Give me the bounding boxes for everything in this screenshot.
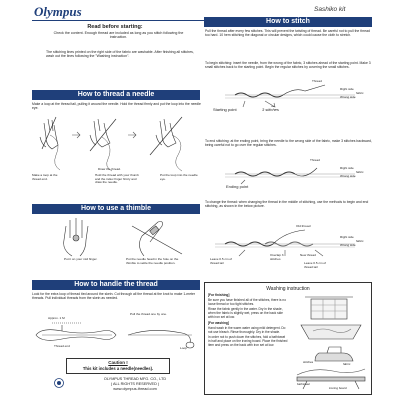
caption-step2: Hold the thread with your thumb and the index finger firmly and draw the needle. — [95, 173, 139, 185]
handle-thread-body: Look for the extra loop of thread tied around the skein. Cut through all the thread at the knot to make 1-meter threads. Pull individual threads from the skein as needed. — [32, 292, 196, 301]
old-thread-label: Old thread — [296, 224, 311, 228]
thimble-caption1: Put it on your mid finger. — [64, 257, 98, 261]
caution-box — [66, 358, 170, 374]
arrow-icon — [72, 132, 80, 138]
needle-icon — [42, 117, 56, 149]
thread-end-label: Thread end — [54, 344, 70, 348]
thimble-caption2: Put the needle head in the hole on the thimble to settle the needle position. — [126, 257, 179, 265]
change-thread: To change the thread: when changing the thread in the middle of stitching, use the methods to begin and end stitching, as shown in the below picture. — [205, 200, 369, 209]
brand-logo: Olympus — [34, 4, 82, 19]
d2-thread-label: Thread — [310, 158, 320, 162]
d2-wrong-side: Wrong side — [340, 174, 356, 178]
thread-needle-header: How to thread a needle — [32, 90, 200, 100]
hand-icon — [156, 119, 176, 147]
thread-needle-intro: Make a loop at the thread tail, pulling it around the needle. Hold the thread firmly and put the loop into the needle eye. — [32, 102, 201, 111]
begin-stitching: To begin stitching: insert the needle, from the wrong of the fabric, 3 stitches ahead of the starting point. Make 3 small stitches back to the starting point. Begin the regular stitches by covering the small stitches. — [205, 61, 371, 70]
d3-right-side: Right side — [340, 235, 354, 239]
open-hand-icon — [64, 218, 88, 256]
thread-needle-illustration — [32, 115, 202, 173]
read-before-body: Check the content. Enough thread are included as long as you stitch following the instruction. — [53, 31, 184, 40]
d1-fabric: fabric — [356, 91, 364, 95]
pinch-hand-icon — [90, 119, 110, 147]
needle-icon — [150, 117, 182, 155]
thread-line — [172, 135, 182, 171]
caption-step3: Put the loop into the needle eye. — [160, 173, 198, 181]
washing-box — [204, 282, 372, 395]
ironing-board-icon — [297, 377, 365, 381]
ironing-board-label: ironing board — [329, 386, 347, 390]
company-name: OLYMPUS THREAD MFG. CO., LTD — [103, 377, 167, 381]
d3-wrong-side: Wrong side — [340, 243, 356, 247]
caution-body: This kit includes a needle(needles). — [82, 365, 154, 371]
company-rights: ( ALL RIGHTS RESERVED ) — [110, 381, 160, 386]
thread-line — [50, 135, 60, 170]
handle-thread-header: How to handle the thread — [32, 280, 200, 290]
starting-point-label: Starting point — [213, 107, 237, 112]
new-thread-label: New thread — [300, 253, 316, 257]
bathtowel-label: bathtowel — [297, 382, 310, 386]
washing-illustration — [293, 291, 369, 391]
caption-step1: Make a loop at the thread end. — [32, 173, 58, 181]
d3-fabric: fabric — [356, 239, 364, 243]
fabric-label: fabric — [343, 362, 351, 366]
approx-label: Approx. 1 M — [48, 316, 65, 320]
overlap-label: Overlap 3 stitches — [270, 253, 284, 261]
iron-icon — [315, 353, 353, 361]
d2-fabric: fabric — [356, 170, 364, 174]
washing-title: [For washing] — [208, 321, 229, 325]
company-logo-icon — [52, 378, 66, 388]
hanging-fabric-icon — [311, 299, 347, 319]
d2-right-side: Right side — [340, 166, 354, 170]
washing-text — [208, 293, 288, 347]
loop-label: Loop — [180, 346, 187, 350]
pull-thread-label: Pull the thread one by one. — [130, 312, 167, 316]
draw-thread-label: Draw the thread. — [98, 167, 121, 171]
stitch-intro: Pull the thread after every few stitches. This will prevent the twisting of thread. Be careful not to pull the thread too hard. 10 hem stitching the diagonal or circular designs, which could cause the cloth to stretch. — [205, 29, 370, 38]
hand-icon — [40, 119, 58, 149]
arrow-icon — [128, 132, 136, 138]
ending-point-label: Ending point — [226, 184, 249, 189]
washing-p2: In order not to push down the stitches, fold a bathtowel in half and place on the ironing board. Place the finished item and press on the back with iron set at low. — [208, 335, 288, 347]
read-before-title: Read before starting: — [87, 24, 143, 30]
leave-tail-label2: Leave 0.5 cm of thread tail — [304, 261, 327, 269]
d1-wrong-side: Wrong side — [340, 95, 356, 99]
stitches-label: stitches — [303, 360, 314, 364]
finishing-p1: Be sure you have finished all of the stitches, there is no loose thread or too tight stitches. — [208, 298, 286, 306]
d1-thread-label: Thread — [312, 79, 322, 83]
finishing-p2: Rinse the fabric gently in the water. Dry in the shade, when the fabric is slightly wet, press on the back side with iron set at low. — [208, 307, 283, 319]
leave-tail-label1: Leave 0.5 cm of thread tail — [210, 257, 233, 265]
finger-thimble-icon — [132, 222, 182, 257]
company-url: www.olympus-thread.com — [113, 386, 157, 391]
company-block — [70, 377, 200, 392]
stitching-note: The stitching lines printed on the right side of the fabric are washable. After finishing all stitches, wash out the lines following the "Washing instruction". — [46, 50, 194, 59]
thimble-illustration — [32, 216, 202, 258]
d1-right-side: Right side — [340, 87, 354, 91]
kit-title: Sashiko kit — [314, 6, 346, 13]
end-stitching: To end stitching: at the ending point, bring the needle to the wrong side of the fabric, make 3 stitches backward, being careful not to go over the regular stitches. — [205, 139, 372, 148]
stitch-header: How to stitch — [204, 17, 372, 27]
basin-icon — [301, 325, 361, 339]
three-stitches-label: 3 stitches — [262, 107, 279, 112]
finishing-title: [For finishing] — [208, 293, 230, 297]
washing-p1: Hand wash in the warm water using mild detergent. Do not use bleach. Rinse thoroughly. Dry in the shade. — [208, 326, 286, 334]
thread-line — [102, 137, 112, 171]
washing-header: Washing instruction — [266, 286, 310, 292]
thimble-header: How to use a thimble — [32, 204, 200, 214]
caution-title: Caution ! — [108, 360, 128, 365]
